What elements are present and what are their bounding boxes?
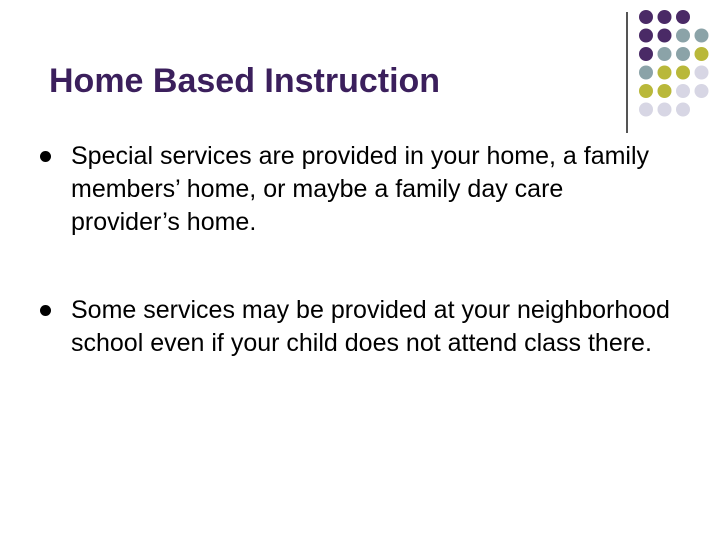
bullet-list (38, 140, 678, 360)
decorative-dot (658, 84, 672, 98)
decorative-dot (658, 29, 672, 43)
decorative-dot (658, 47, 672, 61)
decorative-dot (658, 66, 672, 80)
decorative-dot (695, 47, 709, 61)
decorative-dot (695, 29, 709, 43)
decorative-dot (639, 29, 653, 43)
slide-title: Home Based Instruction (49, 62, 441, 100)
decorative-dot (676, 10, 690, 24)
decorative-dot (695, 84, 709, 98)
decorative-dot (676, 66, 690, 80)
decorative-dot (676, 103, 690, 117)
decorative-dot (658, 10, 672, 24)
decorative-dot (639, 84, 653, 98)
decorative-dot-grid (627, 8, 720, 123)
bullet-text: Some services may be provided at your neighborhood school even if your child does not attend class there. (71, 296, 670, 357)
bullet-marker (40, 305, 51, 316)
decorative-dot (639, 66, 653, 80)
decorative-dot (658, 103, 672, 117)
decorative-dot (676, 84, 690, 98)
decorative-dot (676, 29, 690, 43)
bullet-item (38, 140, 678, 239)
decorative-dot (639, 103, 653, 117)
decorative-dot (695, 66, 709, 80)
bullet-item (38, 294, 678, 360)
decorative-dot (676, 47, 690, 61)
decorative-dot (639, 10, 653, 24)
bullet-text: Special services are provided in your home, a family members’ home, or maybe a family day care provider’s home. (71, 142, 650, 236)
decorative-dot (639, 47, 653, 61)
bullet-marker (40, 151, 51, 162)
